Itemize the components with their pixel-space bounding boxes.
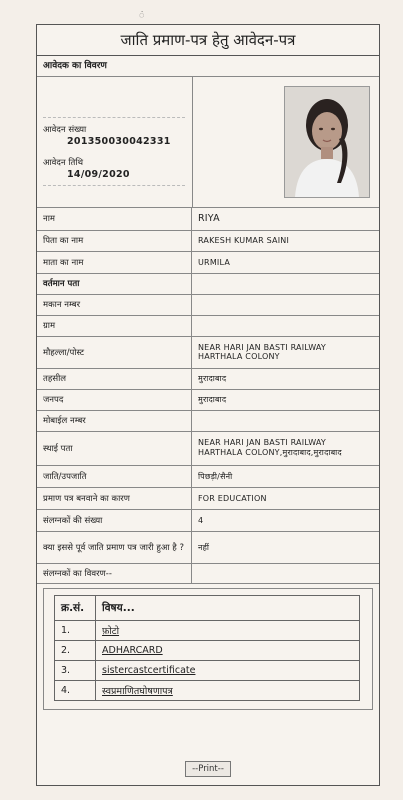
application-date-label: आवेदन तिथि (43, 158, 84, 168)
attachment-link[interactable]: स्वप्रमाणितघोषणापत्र (102, 685, 173, 697)
field-label: तहसील (37, 368, 192, 389)
field-label: मकान नम्बर (37, 294, 192, 315)
field-label: ग्राम (37, 315, 192, 336)
field-value: मुरादाबाद (192, 368, 380, 389)
table-row (37, 368, 379, 389)
field-value (192, 410, 380, 431)
attachments-header-row (55, 595, 360, 620)
field-value: मुरादाबाद (192, 389, 380, 410)
applicant-photo (284, 86, 370, 198)
field-label: स्थाई पता (37, 431, 192, 465)
field-value: FOR EDUCATION (192, 487, 380, 509)
print-button[interactable]: --Print-- (185, 761, 231, 777)
attachments-panel (43, 588, 373, 710)
column-header-number: क्र.सं. (55, 595, 96, 620)
field-value (192, 563, 380, 583)
attachment-number: 3. (55, 660, 96, 680)
attachment-link[interactable]: ADHARCARD (102, 644, 163, 656)
table-row (37, 465, 379, 487)
field-label: माता का नाम (37, 251, 192, 273)
field-value: URMILA (192, 251, 380, 273)
attachment-number: 4. (55, 680, 96, 700)
table-row (37, 431, 379, 465)
field-value (192, 294, 380, 315)
column-header-subject: विषय... (96, 595, 360, 620)
field-value: 4 (192, 509, 380, 531)
attachment-link[interactable]: sistercastcertificate (102, 664, 196, 676)
table-row (37, 509, 379, 531)
table-row (37, 251, 379, 273)
field-label: जनपद (37, 389, 192, 410)
divider (43, 117, 185, 118)
table-row (37, 487, 379, 509)
table-row (37, 410, 379, 431)
table-row (37, 294, 379, 315)
table-row (37, 315, 379, 336)
attachment-link[interactable]: फ़ोटो (102, 625, 120, 637)
field-value: RAKESH KUMAR SAINI (192, 230, 380, 251)
application-date-value: 14/09/2020 (67, 169, 130, 180)
table-row (37, 230, 379, 251)
table-row (37, 531, 379, 563)
field-label: नाम (37, 208, 192, 230)
field-label: क्या इससे पूर्व जाति प्रमाण पत्र जारी हुआ है ? (37, 531, 192, 563)
divider (43, 185, 185, 186)
application-form (36, 24, 380, 786)
application-number-label: आवेदन संख्या (43, 125, 87, 135)
application-meta (37, 77, 193, 207)
field-value: नहीं (192, 531, 380, 563)
attachment-row (55, 660, 360, 680)
print-area (37, 756, 379, 777)
table-row (37, 389, 379, 410)
photo-cell (193, 77, 379, 207)
applicant-photo-image (285, 87, 369, 197)
field-value: पिछड़ी/सैनी (192, 465, 380, 487)
field-label: संलग्नकों की संख्या (37, 509, 192, 531)
form-title: जाति प्रमाण-पत्र हेतु आवेदन-पत्र (37, 25, 379, 56)
field-value: NEAR HARI JAN BASTI RAILWAY HARTHALA COLONY,मुरादाबाद,मुरादाबाद (192, 431, 380, 465)
attachment-row (55, 620, 360, 640)
field-label: जाति/उपजाति (37, 465, 192, 487)
field-label: मौहल्ला/पोस्ट (37, 336, 192, 368)
field-label: मोबाईल नम्बर (37, 410, 192, 431)
attachment-row (55, 680, 360, 700)
table-row (37, 336, 379, 368)
table-row (37, 208, 379, 230)
applicant-summary (37, 77, 379, 208)
field-label: संलग्नकों का विवरण-- (37, 563, 192, 583)
field-value (192, 315, 380, 336)
attachments-table (54, 595, 360, 701)
attachment-number: 2. (55, 640, 96, 660)
applicant-details-table (37, 208, 379, 584)
field-label: प्रमाण पत्र बनवाने का कारण (37, 487, 192, 509)
application-number-value: 201350030042331 (67, 136, 171, 147)
scan-mark: ं (139, 11, 145, 21)
field-label: पिता का नाम (37, 230, 192, 251)
field-value: NEAR HARI JAN BASTI RAILWAY HARTHALA COLONY (192, 336, 380, 368)
field-value (192, 273, 380, 294)
section-heading: आवेदक का विवरण (37, 56, 379, 77)
field-value: RIYA (192, 208, 380, 230)
field-label: वर्तमान पता (37, 273, 192, 294)
attachment-row (55, 640, 360, 660)
table-row (37, 273, 379, 294)
table-row (37, 563, 379, 583)
attachment-number: 1. (55, 620, 96, 640)
